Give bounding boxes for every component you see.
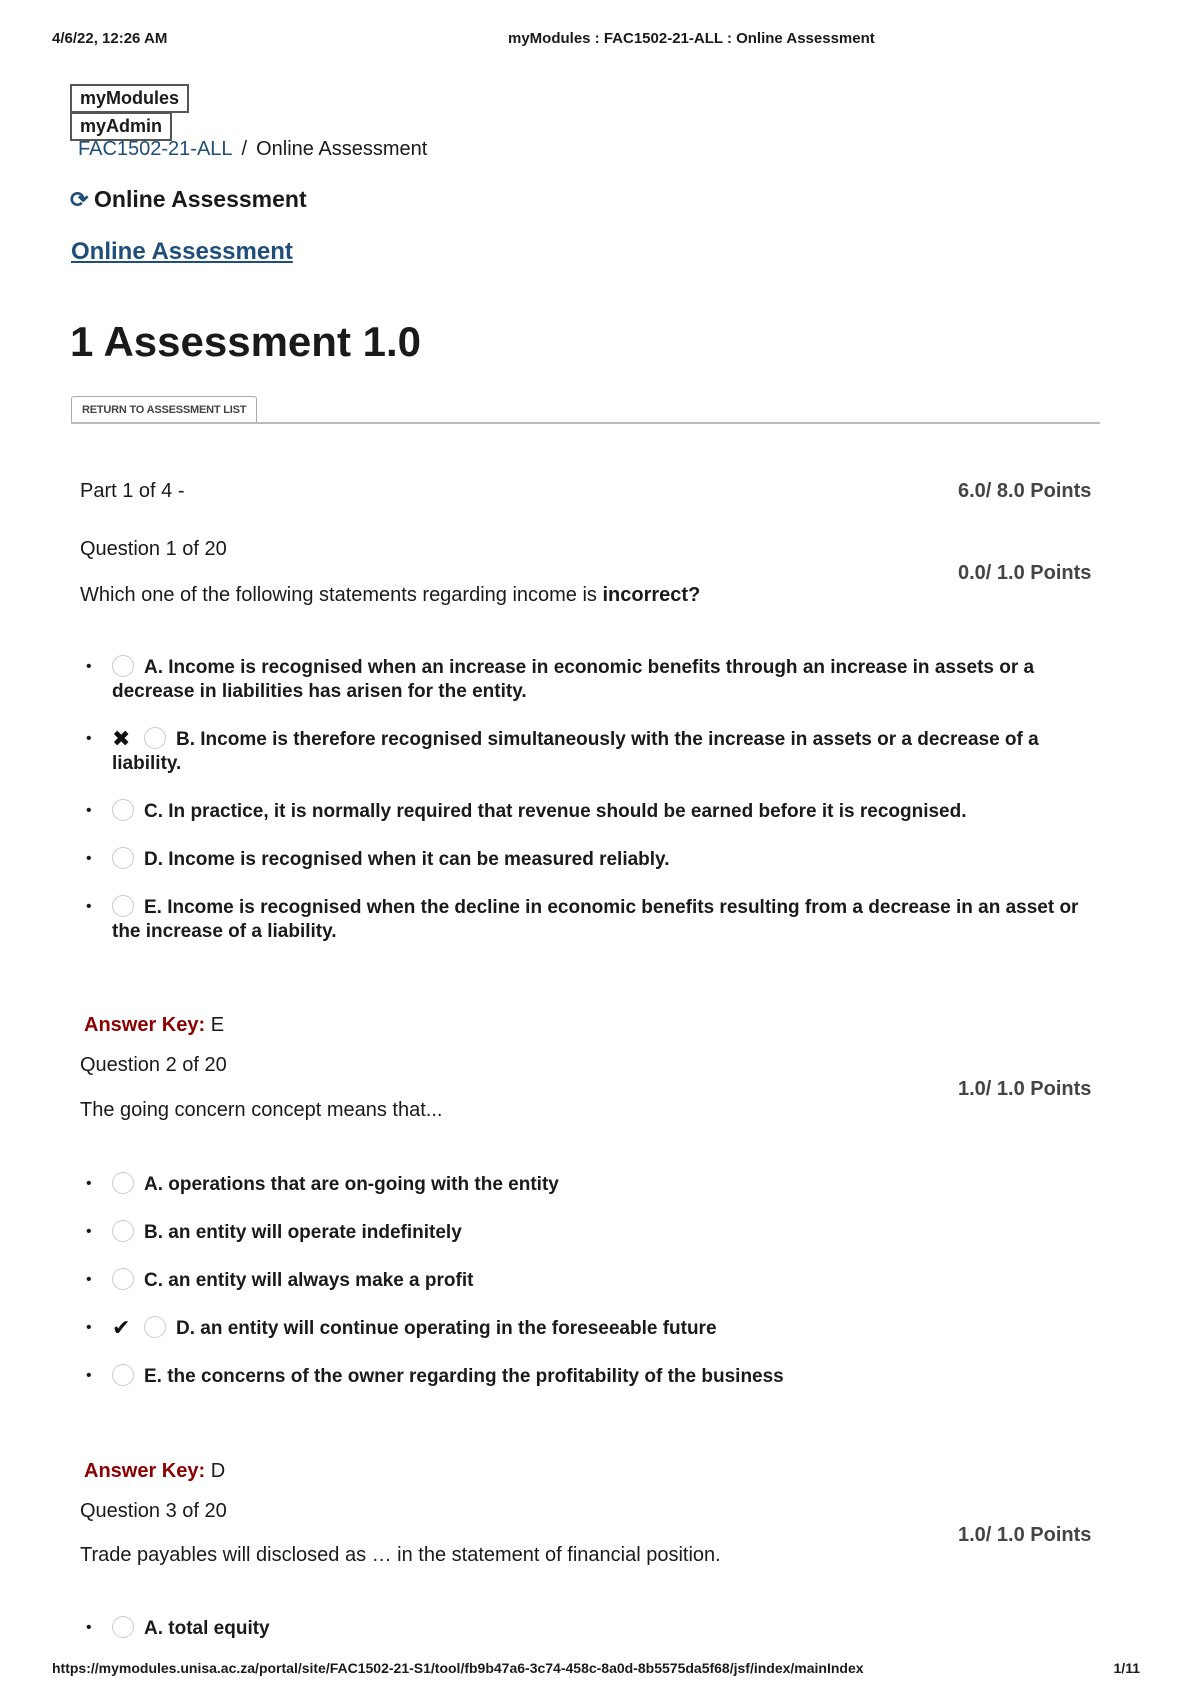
answer-key xyxy=(84,1460,225,1483)
answer-options xyxy=(86,1172,1096,1412)
option-b xyxy=(86,1220,1096,1245)
option-text: the concerns of the owner regarding the profitability of the business xyxy=(167,1366,784,1387)
option-text: an entity will continue operating in the foreseeable future xyxy=(200,1318,717,1339)
question-text: Trade payables will disclosed as … in the statement of financial position. xyxy=(80,1544,721,1566)
option-c xyxy=(86,1268,1096,1293)
option-text: Income is recognised when it can be measured reliably. xyxy=(168,849,670,870)
myadmin-link[interactable]: myAdmin xyxy=(70,112,172,141)
radio-button[interactable] xyxy=(112,895,134,917)
radio-button[interactable] xyxy=(112,655,134,677)
bullet-icon: • xyxy=(86,658,92,675)
print-page-number: 1/11 xyxy=(1113,1660,1140,1676)
answer-key xyxy=(84,1014,224,1037)
answer-key-label: Answer Key: xyxy=(84,1460,206,1482)
radio-button[interactable] xyxy=(112,1616,134,1638)
option-b xyxy=(86,727,1096,776)
option-a xyxy=(86,1616,1096,1641)
question-points: 1.0/ 1.0 Points xyxy=(958,1078,1092,1100)
question-points: 0.0/ 1.0 Points xyxy=(958,562,1092,584)
option-e xyxy=(86,1364,1096,1389)
question-number: Question 3 of 20 xyxy=(80,1500,227,1522)
answer-options xyxy=(86,1616,1096,1664)
answer-key-label: Answer Key: xyxy=(84,1014,206,1036)
option-letter: C. xyxy=(144,1270,163,1291)
bullet-icon: • xyxy=(86,1271,92,1288)
option-letter: B. xyxy=(144,1222,163,1243)
answer-key-value: D xyxy=(210,1460,226,1482)
bullet-icon: • xyxy=(86,1619,92,1636)
breadcrumb-current: Online Assessment xyxy=(256,138,428,160)
option-text: Income is recognised when the decline in economic benefits resulting from a decrease in an asset or the increase of a liability. xyxy=(112,897,1079,942)
radio-button[interactable] xyxy=(112,1364,134,1386)
tool-title-text: Online Assessment xyxy=(94,186,307,212)
option-a xyxy=(86,1172,1096,1197)
radio-button[interactable] xyxy=(112,1172,134,1194)
option-letter: A. xyxy=(144,1174,163,1195)
radio-button[interactable] xyxy=(112,1268,134,1290)
bullet-icon: • xyxy=(86,730,92,747)
correct-icon: ✔ xyxy=(112,1315,131,1340)
option-a xyxy=(86,655,1096,704)
option-text: Income is recognised when an increase in economic benefits through an increase in assets or a decrease in liabilities has arisen for the entity. xyxy=(112,657,1035,702)
option-text: total equity xyxy=(168,1618,270,1639)
question-text: The going concern concept means that... xyxy=(80,1099,443,1121)
radio-button[interactable] xyxy=(112,799,134,821)
option-letter: C. xyxy=(144,801,163,822)
option-d xyxy=(86,847,1096,872)
assessment-title: 1 Assessment 1.0 xyxy=(70,318,421,365)
bullet-icon: • xyxy=(86,898,92,915)
option-text: operations that are on-going with the entity xyxy=(168,1174,559,1195)
option-letter: D. xyxy=(144,849,163,870)
question-text-main: Which one of the following statements regarding income is xyxy=(80,584,603,606)
tool-title xyxy=(70,186,307,213)
part-label: Part 1 of 4 - xyxy=(80,480,185,502)
question-number: Question 1 of 20 xyxy=(80,538,227,560)
option-letter: E. xyxy=(144,897,162,918)
mymodules-link[interactable]: myModules xyxy=(70,84,189,113)
question-text-emphasis: incorrect? xyxy=(602,584,701,606)
bullet-icon: • xyxy=(86,850,92,867)
print-header xyxy=(52,30,1148,50)
option-d xyxy=(86,1316,1096,1341)
answer-key-value: E xyxy=(210,1014,225,1036)
option-letter: B. xyxy=(176,729,195,750)
breadcrumb-site-link[interactable]: FAC1502-21-ALL xyxy=(78,138,233,160)
bullet-icon: • xyxy=(86,1367,92,1384)
return-to-assessment-list-button[interactable]: RETURN TO ASSESSMENT LIST xyxy=(71,396,257,423)
bullet-icon: • xyxy=(86,802,92,819)
option-e xyxy=(86,895,1096,944)
option-text: In practice, it is normally required that revenue should be earned before it is recognised. xyxy=(168,801,967,822)
answer-options xyxy=(86,655,1096,967)
option-letter: A. xyxy=(144,1618,163,1639)
radio-button[interactable] xyxy=(112,847,134,869)
print-title: myModules : FAC1502-21-ALL : Online Assessment xyxy=(508,30,875,47)
bullet-icon: • xyxy=(86,1319,92,1336)
question-number: Question 2 of 20 xyxy=(80,1054,227,1076)
option-letter: A. xyxy=(144,657,163,678)
online-assessment-link[interactable]: Online Assessment xyxy=(71,238,293,265)
option-letter: D. xyxy=(176,1318,195,1339)
breadcrumb xyxy=(78,138,427,161)
tab-divider xyxy=(71,422,1100,424)
incorrect-icon: ✖ xyxy=(112,726,131,751)
option-text: an entity will operate indefinitely xyxy=(168,1222,462,1243)
option-c xyxy=(86,799,1096,824)
option-text: Income is therefore recognised simultaneously with the increase in assets or a decrease of a liability. xyxy=(112,729,1039,774)
bullet-icon: • xyxy=(86,1223,92,1240)
question-text xyxy=(80,584,700,607)
option-text: an entity will always make a profit xyxy=(168,1270,474,1291)
option-letter: E. xyxy=(144,1366,162,1387)
refresh-icon[interactable]: ⟳ xyxy=(70,186,89,212)
print-footer xyxy=(52,1660,1148,1680)
bullet-icon: • xyxy=(86,1175,92,1192)
print-url: https://mymodules.unisa.ac.za/portal/site/FAC1502-21-S1/tool/fb9b47a6-3c74-458c-8a0d-8b5575da5f68/jsf/index/mainIndex xyxy=(52,1660,864,1676)
question-points: 1.0/ 1.0 Points xyxy=(958,1524,1092,1546)
radio-button[interactable] xyxy=(144,1316,166,1338)
radio-button[interactable] xyxy=(144,727,166,749)
print-datetime: 4/6/22, 12:26 AM xyxy=(52,30,168,47)
breadcrumb-separator: / xyxy=(241,138,248,160)
radio-button[interactable] xyxy=(112,1220,134,1242)
part-points: 6.0/ 8.0 Points xyxy=(958,480,1092,502)
